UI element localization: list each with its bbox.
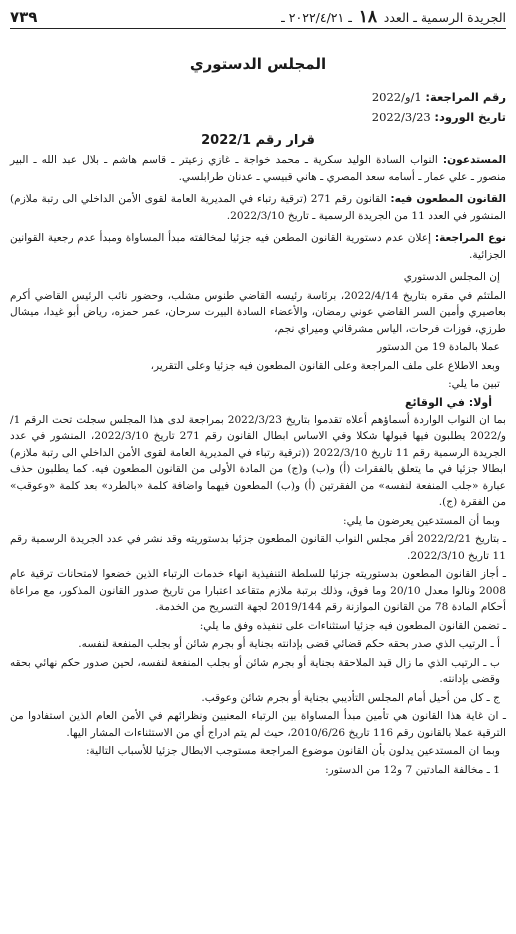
applicants-label: المستدعون:: [442, 154, 506, 166]
facts-paragraph-6: ـ ان غاية هذا القانون هي تأمين مبدأ المساواة بين الرتباء المعنيين ونظرائهم في الأمن العام الذين استفادوا من الترقية عملا بالقانون رقم 116 تاريخ 2010/6/26، حيث لم يتم ادراج أي من الاستثناءات المشار اليها.: [10, 710, 506, 739]
facts-paragraph-8: 1 ـ مخالفة المادتين 7 و12 من الدستور:: [325, 763, 500, 776]
exception-item-b: ب ـ الرتيب الذي ما زال قيد الملاحقة بجناية أو بجرم شائن أو بجلب المنفعة لنفسه، لحين صدور حكم نهائي بحقه وقضى بإدانته.: [10, 656, 500, 685]
article-paragraph: عملا بالمادة 19 من الدستور: [377, 341, 500, 353]
finding-paragraph: تبين ما يلي:: [448, 378, 500, 390]
facts-paragraph-3: ـ بتاريخ 2022/2/21 أقر مجلس النواب القانون المطعون جزئيا بدستوريته وقد نشر في عدد الجريدة الرسمية رقم 11 تاريخ 2022/3/10.: [10, 533, 506, 562]
review-paragraph: وبعد الاطلاع على ملف المراجعة وعلى القانون المطعون فيه جزئيا وعلى التقرير،: [150, 359, 500, 372]
challenged-law-label: القانون المطعون فيه:: [390, 193, 506, 205]
running-header: [10, 6, 506, 29]
applicants-paragraph: [10, 152, 506, 185]
facts-paragraph-5: ـ تضمن القانون المطعون فيه جزئيا استثناءات على تنفيذه وفق ما يلي:: [199, 619, 506, 632]
reference-line: [10, 87, 506, 107]
received-line: [10, 107, 506, 127]
reference-value: 1/و/2022: [371, 90, 422, 104]
facts-paragraph-2: وبما أن المستدعين يعرضون ما يلي:: [343, 514, 500, 527]
session-paragraph: الملتئم في مقره بتاريخ 2022/4/14، برئاسة رئيسه القاضي طنوس مشلب، وحضور نائب الرئيس القاضي أكرم بعاصيري وأمين السر القاضي عوني رمضان، والأعضاء السادة البيرت سرحان، عمر حمزه، رياض أبو غيدا، ميشال طرزي، فوزات فرحات، الياس مشرقاني وميراي نجم،: [10, 289, 506, 335]
exception-item-c: ج ـ كل من أحيل أمام المجلس التأديبي بجناية أو بجرم شائن وعوقب.: [201, 691, 500, 704]
section-title: المجلس الدستوري: [189, 55, 327, 73]
facts-heading: أولا: في الوقائع: [405, 395, 492, 409]
review-type-text: إعلان عدم دستورية القانون المطعن فيه جزئيا لمخالفته مبدأ المساواة ومبدأ عدم رجعية القوانين الجزائية.: [10, 232, 506, 261]
review-type-label: نوع المراجعة:: [434, 232, 506, 244]
decision-title: قرار رقم 2022/1: [201, 133, 315, 148]
received-value: 2022/3/23: [371, 110, 431, 124]
gazette-title-block: [281, 7, 506, 27]
facts-paragraph-7: وبما ان المستدعين يدلون بأن القانون موضوع المراجعة مستوجب الابطال جزئيا للأسباب التالية:: [85, 745, 500, 757]
challenged-law-text: القانون رقم 271 (ترقية رتباء في المديرية العامة لقوى الأمن الداخلي الى رتبة ملازم) المنشور في العدد 11 من الجريدة الرسمية ـ تاريخ 2022/3/10.: [10, 193, 506, 222]
page-number: ٧٣٩: [10, 8, 38, 26]
received-label: تاريخ الورود:: [434, 110, 506, 124]
applicants-text: النواب السادة الوليد سكرية ـ محمد خواجة ـ غازي زعيتر ـ قاسم هاشم ـ بلال عبد الله ـ البير منصور ـ علي عمار ـ أسامه سعد المصري ـ هاني قبيسي ـ عدنان طرابلسي.: [10, 154, 506, 183]
exception-item-a: أ ـ الرتيب الذي صدر بحقه حكم قضائي قضى بإدانته بجناية أو بجرم شائن أو بجلب المنفعة لنفسه.: [78, 638, 500, 650]
facts-paragraph-1: بما ان النواب الواردة أسماؤهم أعلاه تقدموا بتاريخ 2022/3/23 بمراجعة لدى هذا المجلس سجلت تحت الرقم 1/و/2022 يطلبون فيها قبولها شكلا وفي الاساس ابطال القانون رقم 271 تاريخ 2022/3/10، المنشور في عدد الجريدة الرسمية رقم 11 تاريخ 2022/3/10 ((ترقية رتباء في المديرية العامة لقوى الأمن الداخلي الى رتبة ملازم) ابطالا جزئيا في ما يتعلق بالفقرات (أ) و(ب) و(ج) من المادة الأولى من القانون المطعون فيه. كما يطلبون حذف عبارة «جلب المنفعة لنفسه» من الفقرتين (أ) و(ب) المطعون فيهما واضافة كلمة «بالطرد» بعد كلمة «وعوقب» من الفقرة (ج).: [10, 413, 506, 508]
challenged-law-paragraph: [10, 191, 506, 224]
council-intro: إن المجلس الدستوري: [403, 271, 500, 283]
facts-paragraph-4: ـ أجاز القانون المطعون بدستوريته جزئيا للسلطة التنفيذية انهاء خدمات الرتباء الذين خضعوا لامتحانات ترقية عام 2008 ونالوا معدل 20/10 وما فوق، وذلك برتبة ملازم متقاعد اعتبارا من تاريخ صدور القانون المذكور، مع مراعاة أحكام المادة 78 من القانون الموازنة رقم 2019/144 لجهة التسريح من الخدمة.: [10, 568, 506, 613]
gazette-title: الجريدة الرسمية ـ العدد: [383, 10, 506, 25]
issue-date: ـ ٢٠٢٢/٤/٢١ ـ: [281, 10, 352, 25]
reference-label: رقم المراجعة:: [425, 90, 506, 104]
issue-number: ١٨: [358, 7, 377, 27]
review-type-paragraph: [10, 230, 506, 263]
